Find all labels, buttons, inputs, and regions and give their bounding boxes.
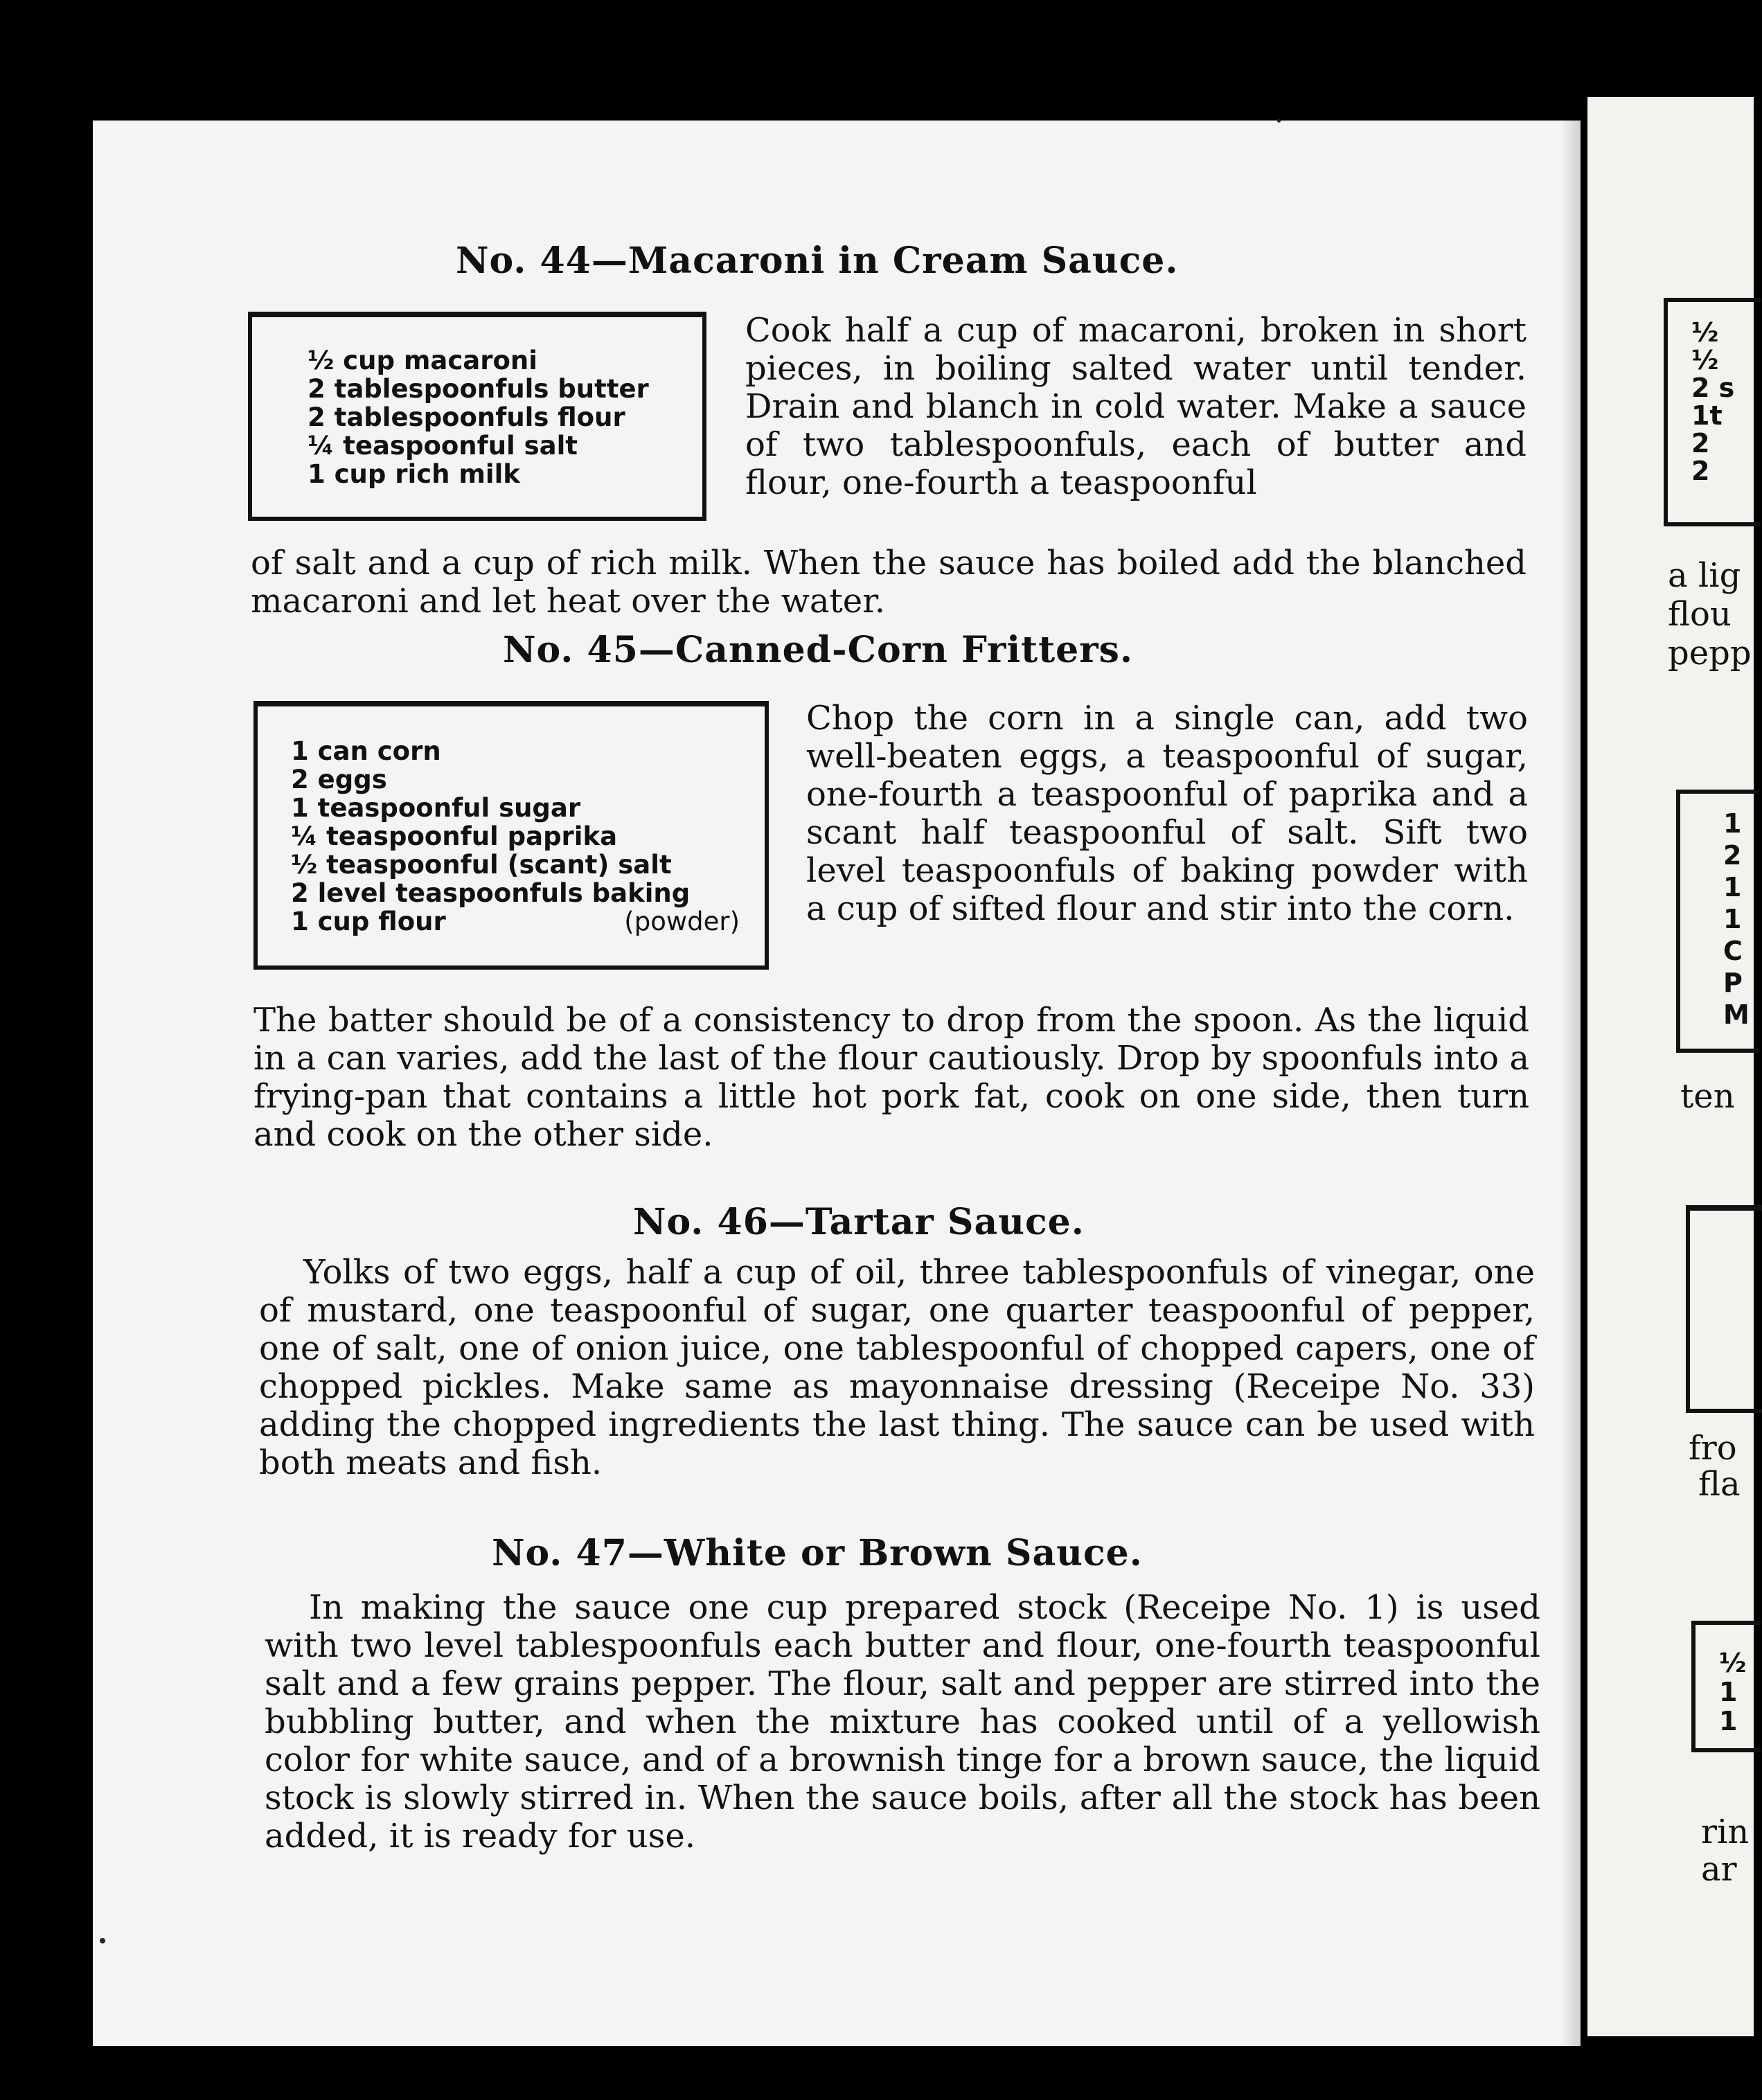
fragment-line: rin [1701,1813,1750,1851]
fragment-line: 2 [1691,456,1710,486]
fragment-line: ten [1680,1077,1735,1116]
fragment-line: ½ [1691,317,1719,348]
ingredient: 2 tablespoonfuls flour [308,402,625,432]
ingredient-box [248,312,706,521]
ingredient: 1 cup flour [291,906,446,936]
recipe-text: The batter should be of a consistency to drop from the spoon. As the liquid in a can varies, add the last of the flour cautiously. Drop by spoonfuls into a frying-pan that contains a little hot pork fat, cook on one side, then turn and cook on the other side. [253,1001,1529,1154]
ingredient: ½ teaspoonful (scant) salt [291,849,672,880]
fragment-line: 2 [1723,840,1742,871]
fragment-line: ar [1701,1850,1737,1889]
recipe-text: In making the sauce one cup prepared stock (Receipe No. 1) is used with two level tablespoonfuls each butter and flour, one-fourth teaspoonful salt and a few grains pepper. The flour, salt and pepper are stirred into the bubbling butter, and when the mixture has cooked until of a yellowish color for white sauce, and of a brownish tinge for a brown sauce, the liquid stock is slowly stirred in. When the sauce boils, after all the stock has been added, it is ready for use. [265,1588,1540,1856]
recipe-text: of salt and a cup of rich milk. When the sauce has boiled add the blanched macaroni and let heat over the water. [251,544,1527,621]
fragment-line: 2 [1691,428,1710,459]
fragment-line: 1 [1719,1677,1738,1707]
fragment-line: 1 [1719,1706,1738,1736]
fragment-line: flou [1668,595,1732,634]
fragment-line: a lig [1668,556,1741,595]
ingredient-box [253,701,769,970]
recipe-text: Yolks of two eggs, half a cup of oil, three tablespoonfuls of vinegar, one of mustard, one teaspoonful of sugar, one quarter teaspoonful of pepper, one of salt, one of onion juice, one tablespoonful of chopped capers, one of chopped pickles. Make same as mayonnaise dressing (Receipe No. 33) adding the chopped ingredients the last thing. The sauce can be used with both meats and fish. [259,1253,1535,1482]
fragment-line: 1 [1723,904,1742,934]
ink-speck [100,1938,105,1943]
fragment-line: fla [1698,1465,1741,1504]
recipe-side-text: Cook half a cup of macaroni, broken in short pieces, in boiling salted water until tender. Drain and blanch in cold water. Make a sauce of two tablespoonfuls, each of butter and flour, one-fourth a teaspoonful [745,311,1527,502]
recipe-title: No. 47—White or Brown Sauce. [492,1532,1143,1574]
ingredient: ¼ teaspoonful salt [308,430,578,461]
fragment-line: M [1723,999,1750,1030]
ingredient: 2 level teaspoonfuls baking [291,878,691,908]
fragment-line: ½ [1691,345,1719,375]
cookbook-page [93,121,1581,2046]
ingredient: 2 eggs [291,764,387,794]
recipe-side-text: Chop the corn in a single can, add two well-beaten eggs, a teaspoonful of sugar, one-fourth a teaspoonful of paprika and a scant half teaspoonful of salt. Sift two level teaspoonfuls of baking powder with a cup of sifted flour and stir into the corn. [806,699,1528,928]
fragment-line: 1 [1723,808,1742,839]
fragment-line: ½ [1719,1648,1747,1678]
ingredient: 2 tablespoonfuls butter [308,373,649,404]
fragment-line: fro [1689,1429,1737,1468]
fragment-line: pepp [1668,634,1752,673]
recipe-title: No. 45—Canned-Corn Fritters. [503,629,1134,671]
fragment-line: C [1723,936,1743,966]
ingredient-line [291,907,740,936]
fragment-line: 1 [1723,872,1742,902]
ingredient: 1 can corn [291,736,441,766]
ingredient: ½ cup macaroni [308,345,537,375]
fragment-box [1686,1205,1762,1413]
recipe-title: No. 46—Tartar Sauce. [633,1201,1085,1243]
fragment-line: P [1723,968,1743,998]
ingredient: ¼ teaspoonful paprika [291,821,618,851]
fragment-line: 1t [1691,400,1723,431]
ingredient: 1 teaspoonful sugar [291,792,581,823]
facing-page [1587,97,1754,2036]
recipe-title: No. 44—Macaroni in Cream Sauce. [456,240,1179,282]
ink-speck [1277,119,1281,123]
ingredient: 1 cup rich milk [308,459,520,489]
ingredient-note: (powder) [624,906,740,936]
fragment-line: 2 s [1691,373,1735,403]
